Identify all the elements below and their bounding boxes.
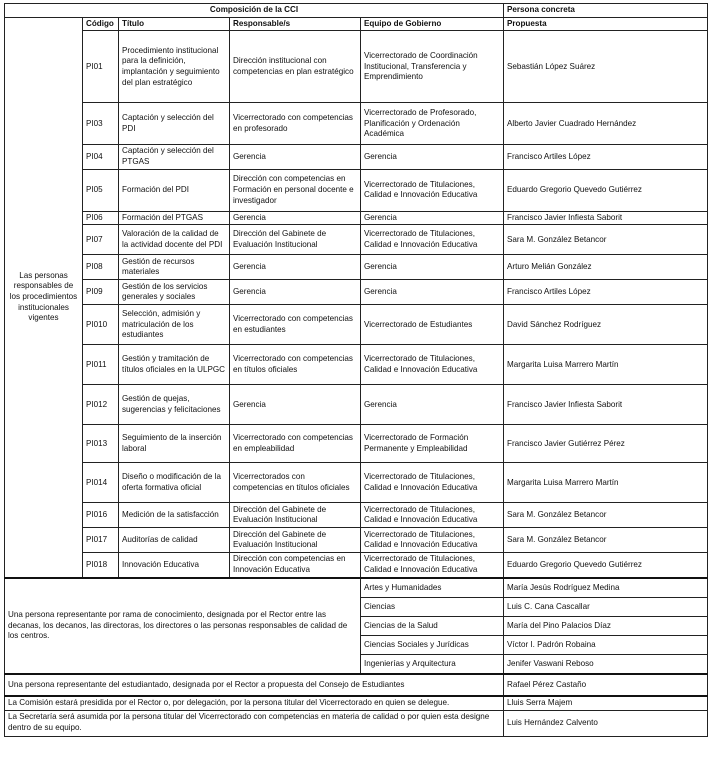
procedure-person: Margarita Luisa Marrero Martín — [504, 463, 708, 503]
secretary-person: Luis Hernández Calvento — [504, 710, 708, 736]
procedure-title: Seguimiento de la inserción laboral — [119, 425, 230, 463]
procedure-row — [5, 385, 708, 425]
procedure-title: Gestión de quejas, sugerencias y felicitaciones — [119, 385, 230, 425]
procedure-row — [5, 280, 708, 305]
procedure-responsible: Vicerrectorado con competencias en títulos oficiales — [230, 345, 361, 385]
procedure-person: Francisco Artiles López — [504, 280, 708, 305]
procedure-code: PI05 — [83, 169, 119, 211]
student-rep-person: Rafael Pérez Castaño — [504, 674, 708, 696]
procedure-code: PI018 — [83, 553, 119, 578]
procedure-row — [5, 255, 708, 280]
procedure-responsible: Dirección institucional con competencias en plan estratégico — [230, 31, 361, 103]
procedure-code: PI010 — [83, 305, 119, 345]
procedure-title: Diseño o modificación de la oferta formativa oficial — [119, 463, 230, 503]
procedure-responsible: Gerencia — [230, 385, 361, 425]
procedure-responsible: Vicerrectorado con competencias en profesorado — [230, 103, 361, 145]
procedure-row — [5, 345, 708, 385]
procedure-person: Francisco Javier Gutiérrez Pérez — [504, 425, 708, 463]
branch-name: Ciencias — [361, 597, 504, 616]
branch-name: Ingenierías y Arquitectura — [361, 654, 504, 674]
procedure-title: Formación del PDI — [119, 169, 230, 211]
procedure-row — [5, 528, 708, 553]
procedure-row — [5, 503, 708, 528]
procedure-responsible: Dirección con competencias en Formación en personal docente e investigador — [230, 169, 361, 211]
branch-rep-label: Una persona representante por rama de conocimiento, designada por el Rector entre las decanas, los decanos, las directoras, los directores o las personas responsables de calidad de los centros. — [5, 578, 361, 674]
procedure-team: Gerencia — [361, 211, 504, 225]
procedure-code: PI04 — [83, 145, 119, 169]
procedure-code: PI08 — [83, 255, 119, 280]
procedure-responsible: Gerencia — [230, 280, 361, 305]
header-composicion: Composición de la CCI — [5, 4, 504, 18]
procedure-row — [5, 169, 708, 211]
procedure-code: PI011 — [83, 345, 119, 385]
procedure-responsible: Vicerrectorado con competencias en estudiantes — [230, 305, 361, 345]
procedure-title: Valoración de la calidad de la actividad docente del PDI — [119, 225, 230, 255]
procedure-responsible: Dirección del Gabinete de Evaluación Institucional — [230, 225, 361, 255]
procedure-person: Sebastián López Suárez — [504, 31, 708, 103]
procedure-team: Vicerrectorado de Titulaciones, Calidad e Innovación Educativa — [361, 463, 504, 503]
procedure-responsible: Dirección del Gabinete de Evaluación Institucional — [230, 528, 361, 553]
procedure-row — [5, 553, 708, 578]
secretary-label: La Secretaría será asumida por la persona titular del Vicerrectorado con competencias en materia de calidad o por quien esta designe dentro de su equipo. — [5, 710, 504, 736]
procedure-responsible: Gerencia — [230, 255, 361, 280]
procedure-code: PI07 — [83, 225, 119, 255]
procedure-code: PI01 — [83, 31, 119, 103]
procedure-responsible: Vicerrectorado con competencias en empleabilidad — [230, 425, 361, 463]
procedure-team: Vicerrectorado de Titulaciones, Calidad e Innovación Educativa — [361, 528, 504, 553]
header-equipo: Equipo de Gobierno — [361, 17, 504, 31]
branch-name: Ciencias Sociales y Jurídicas — [361, 635, 504, 654]
procedure-row — [5, 31, 708, 103]
procedure-person: Francisco Artiles López — [504, 145, 708, 169]
group-label: Las personas responsables de los procedimientos institucionales vigentes — [5, 17, 83, 578]
procedure-title: Formación del PTGAS — [119, 211, 230, 225]
procedure-person: Francisco Javier Infiesta Saborit — [504, 385, 708, 425]
procedure-title: Captación y selección del PDI — [119, 103, 230, 145]
procedure-team: Vicerrectorado de Coordinación Institucional, Transferencia y Emprendimiento — [361, 31, 504, 103]
procedure-title: Innovación Educativa — [119, 553, 230, 578]
procedure-person: Margarita Luisa Marrero Martín — [504, 345, 708, 385]
branch-person: Luis C. Cana Cascallar — [504, 597, 708, 616]
secretary-row — [5, 710, 708, 736]
branch-name: Artes y Humanidades — [361, 578, 504, 598]
procedure-team: Vicerrectorado de Titulaciones, Calidad e Innovación Educativa — [361, 345, 504, 385]
header-codigo: Código — [83, 17, 119, 31]
procedure-person: Sara M. González Betancor — [504, 503, 708, 528]
procedure-title: Auditorías de calidad — [119, 528, 230, 553]
procedure-team: Gerencia — [361, 255, 504, 280]
procedure-row — [5, 463, 708, 503]
procedure-code: PI017 — [83, 528, 119, 553]
header-titulo: Título — [119, 17, 230, 31]
presidency-label: La Comisión estará presidida por el Rector o, por delegación, por la persona titular del Vicerrectorado en quien se delegue. — [5, 696, 504, 710]
procedure-team: Gerencia — [361, 385, 504, 425]
procedure-code: PI012 — [83, 385, 119, 425]
branch-person: Jenifer Vaswani Reboso — [504, 654, 708, 674]
procedure-row — [5, 145, 708, 169]
procedure-code: PI03 — [83, 103, 119, 145]
procedure-row — [5, 211, 708, 225]
procedure-team: Vicerrectorado de Estudiantes — [361, 305, 504, 345]
procedure-person: David Sánchez Rodríguez — [504, 305, 708, 345]
procedure-title: Gestión de los servicios generales y sociales — [119, 280, 230, 305]
procedure-responsible: Gerencia — [230, 145, 361, 169]
procedure-person: Sara M. González Betancor — [504, 528, 708, 553]
procedure-row — [5, 225, 708, 255]
presidency-person: Lluis Serra Majem — [504, 696, 708, 710]
procedure-title: Captación y selección del PTGAS — [119, 145, 230, 169]
procedure-responsible: Gerencia — [230, 211, 361, 225]
procedure-person: Sara M. González Betancor — [504, 225, 708, 255]
student-rep-row — [5, 674, 708, 696]
header-responsable: Responsable/s — [230, 17, 361, 31]
procedure-responsible: Dirección del Gabinete de Evaluación Institucional — [230, 503, 361, 528]
branch-person: María del Pino Palacios Díaz — [504, 616, 708, 635]
procedure-team: Vicerrectorado de Titulaciones, Calidad e Innovación Educativa — [361, 169, 504, 211]
procedure-row — [5, 425, 708, 463]
branch-row — [5, 578, 708, 598]
procedure-title: Selección, admisión y matriculación de los estudiantes — [119, 305, 230, 345]
cci-composition-table — [4, 3, 708, 737]
procedure-team: Vicerrectorado de Titulaciones, Calidad e Innovación Educativa — [361, 225, 504, 255]
procedure-code: PI013 — [83, 425, 119, 463]
procedure-person: Eduardo Gregorio Quevedo Gutiérrez — [504, 169, 708, 211]
presidency-row — [5, 696, 708, 710]
branch-name: Ciencias de la Salud — [361, 616, 504, 635]
procedure-team: Vicerrectorado de Titulaciones, Calidad e Innovación Educativa — [361, 553, 504, 578]
procedure-title: Gestión y tramitación de títulos oficiales en la ULPGC — [119, 345, 230, 385]
procedure-code: PI016 — [83, 503, 119, 528]
procedure-code: PI06 — [83, 211, 119, 225]
procedure-title: Medición de la satisfacción — [119, 503, 230, 528]
header-propuesta: Propuesta — [504, 17, 708, 31]
procedure-team: Vicerrectorado de Titulaciones, Calidad e Innovación Educativa — [361, 503, 504, 528]
procedure-person: Eduardo Gregorio Quevedo Gutiérrez — [504, 553, 708, 578]
procedure-responsible: Vicerrectorados con competencias en títulos oficiales — [230, 463, 361, 503]
branch-person: Víctor I. Padrón Robaina — [504, 635, 708, 654]
procedure-row — [5, 103, 708, 145]
procedure-code: PI09 — [83, 280, 119, 305]
procedure-person: Francisco Javier Infiesta Saborit — [504, 211, 708, 225]
student-rep-label: Una persona representante del estudiantado, designada por el Rector a propuesta del Consejo de Estudiantes — [5, 674, 504, 696]
header-persona-concreta: Persona concreta — [504, 4, 708, 18]
procedure-responsible: Dirección con competencias en Innovación Educativa — [230, 553, 361, 578]
procedure-team: Gerencia — [361, 145, 504, 169]
procedure-title: Gestión de recursos materiales — [119, 255, 230, 280]
procedure-code: PI014 — [83, 463, 119, 503]
procedure-team: Vicerrectorado de Formación Permanente y Empleabilidad — [361, 425, 504, 463]
procedure-title: Procedimiento institucional para la definición, implantación y seguimiento del plan estratégico — [119, 31, 230, 103]
procedure-team: Gerencia — [361, 280, 504, 305]
procedure-person: Arturo Melián González — [504, 255, 708, 280]
procedure-row — [5, 305, 708, 345]
table-body — [5, 4, 708, 737]
branch-person: María Jesús Rodríguez Medina — [504, 578, 708, 598]
procedure-team: Vicerrectorado de Profesorado, Planificación y Ordenación Académica — [361, 103, 504, 145]
procedure-person: Alberto Javier Cuadrado Hernández — [504, 103, 708, 145]
